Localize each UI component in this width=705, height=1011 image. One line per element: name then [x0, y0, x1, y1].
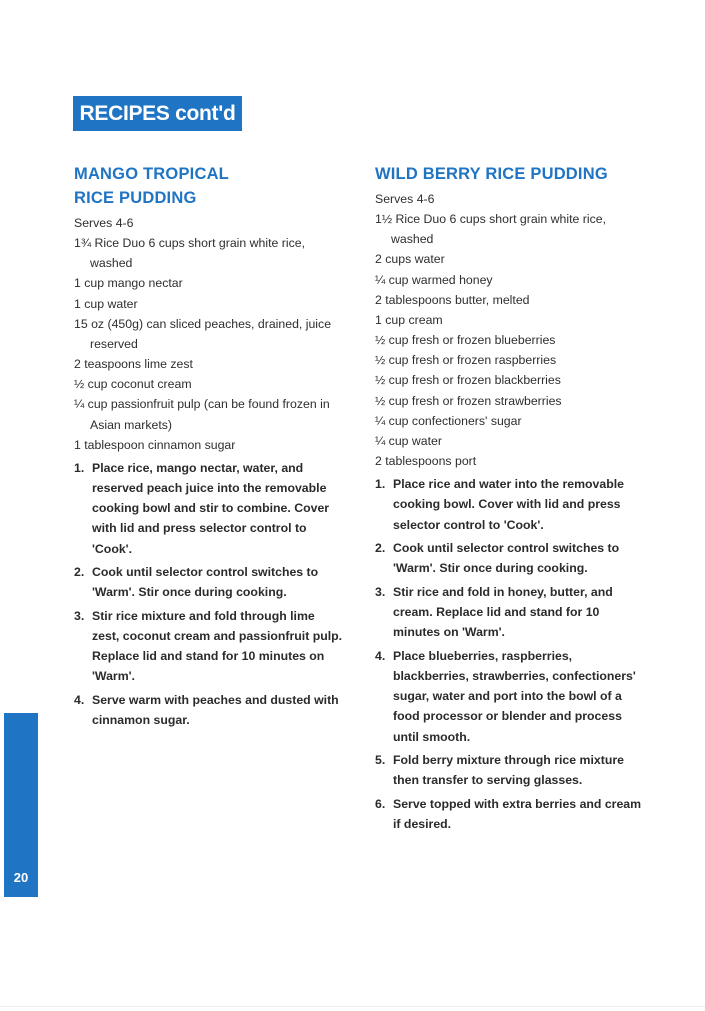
method-step: [375, 474, 647, 534]
bottom-divider: [0, 1006, 705, 1007]
method-step: [375, 538, 647, 578]
recipe-title-line1: MANGO TROPICAL: [74, 165, 229, 183]
step-number: 3.: [74, 608, 85, 623]
recipe-wild-berry: [375, 162, 647, 838]
ingredient-item: ¼ cup water: [375, 433, 442, 448]
ingredient-item: ½ cup fresh or frozen raspberries: [375, 353, 557, 368]
ingredient-item: 1 cup water: [74, 296, 138, 311]
method-step: [375, 582, 647, 642]
ingredient-list: [74, 233, 344, 455]
step-number: 3.: [375, 584, 386, 599]
method-step: [74, 690, 344, 730]
method-step: [375, 646, 647, 747]
ingredient-item: 1½ Rice Duo 6 cups short grain white rice, washed: [375, 212, 607, 247]
step-number: 2.: [375, 541, 386, 556]
method-step: [74, 562, 344, 602]
step-number: 6.: [375, 797, 386, 812]
ingredient-item: 2 cups water: [375, 252, 445, 267]
ingredient-item: 1 cup mango nectar: [74, 276, 183, 291]
recipe-title: [74, 162, 264, 210]
step-number: 4.: [375, 648, 386, 663]
method-steps: [375, 474, 647, 834]
step-text: Stir rice mixture and fold through lime zest, coconut cream and passionfruit pulp. Replace lid and stand for 10 minutes on 'Warm'.: [92, 608, 343, 684]
step-text: Serve topped with extra berries and cream if desired.: [393, 797, 642, 832]
step-text: Place rice and water into the removable cooking bowl. Cover with lid and press selector control to 'Cook'.: [393, 477, 624, 532]
page-number: 20: [13, 870, 29, 885]
ingredient-item: ½ cup fresh or frozen blackberries: [375, 373, 561, 388]
step-text: Serve warm with peaches and dusted with cinnamon sugar.: [92, 693, 339, 728]
ingredient-item: ¼ cup confectioners' sugar: [375, 413, 522, 428]
step-text: Place blueberries, raspberries, blackberries, strawberries, confectioners' sugar, water and port into the bowl of a food processor or blender and process until smooth.: [393, 648, 636, 744]
recipe-mango-tropical: [74, 162, 344, 734]
ingredient-item: 1 cup cream: [375, 312, 443, 327]
ingredient-list: [375, 209, 647, 471]
step-text: Place rice, mango nectar, water, and reserved peach juice into the removable cooking bowl and stir to combine. Cover with lid and press selector control to 'Cook'.: [92, 460, 330, 556]
ingredient-item: 15 oz (450g) can sliced peaches, drained, juice reserved: [74, 316, 332, 351]
step-text: Cook until selector control switches to 'Warm'. Stir once during cooking.: [92, 565, 319, 600]
step-number: 2.: [74, 565, 85, 580]
ingredient-item: 2 teaspoons lime zest: [74, 357, 193, 372]
ingredient-item: 2 tablespoons port: [375, 454, 477, 469]
recipe-serves: Serves 4-6: [375, 192, 435, 206]
ingredient-item: 1 tablespoon cinnamon sugar: [74, 437, 236, 452]
step-number: 4.: [74, 693, 85, 708]
step-text: Cook until selector control switches to 'Warm'. Stir once during cooking.: [393, 541, 620, 576]
step-number: 1.: [375, 477, 386, 492]
ingredient-item: 1¾ Rice Duo 6 cups short grain white rice, washed: [74, 236, 306, 271]
method-step: [375, 794, 647, 834]
step-text: Fold berry mixture through rice mixture then transfer to serving glasses.: [393, 753, 624, 788]
recipe-title: WILD BERRY RICE PUDDING: [375, 165, 608, 183]
recipe-serves: Serves 4-6: [74, 216, 134, 230]
ingredient-item: 2 tablespoons butter, melted: [375, 292, 530, 307]
ingredient-item: ¼ cup warmed honey: [375, 272, 493, 287]
ingredient-item: ½ cup fresh or frozen strawberries: [375, 393, 562, 408]
step-text: Stir rice and fold in honey, butter, and cream. Replace lid and stand for 10 minutes on 'Warm'.: [393, 584, 613, 640]
method-step: [74, 458, 344, 559]
method-step: [375, 750, 647, 790]
step-number: 1.: [74, 460, 85, 475]
method-steps: [74, 458, 344, 731]
ingredient-item: ½ cup fresh or frozen blueberries: [375, 333, 556, 348]
ingredient-item: ¼ cup passionfruit pulp (can be found frozen in Asian markets): [74, 397, 330, 432]
ingredient-item: ½ cup coconut cream: [74, 377, 192, 392]
recipe-title-line2: RICE PUDDING: [74, 189, 197, 207]
method-step: [74, 606, 344, 687]
page-section-header: RECIPES cont'd: [73, 96, 242, 131]
step-number: 5.: [375, 753, 386, 768]
